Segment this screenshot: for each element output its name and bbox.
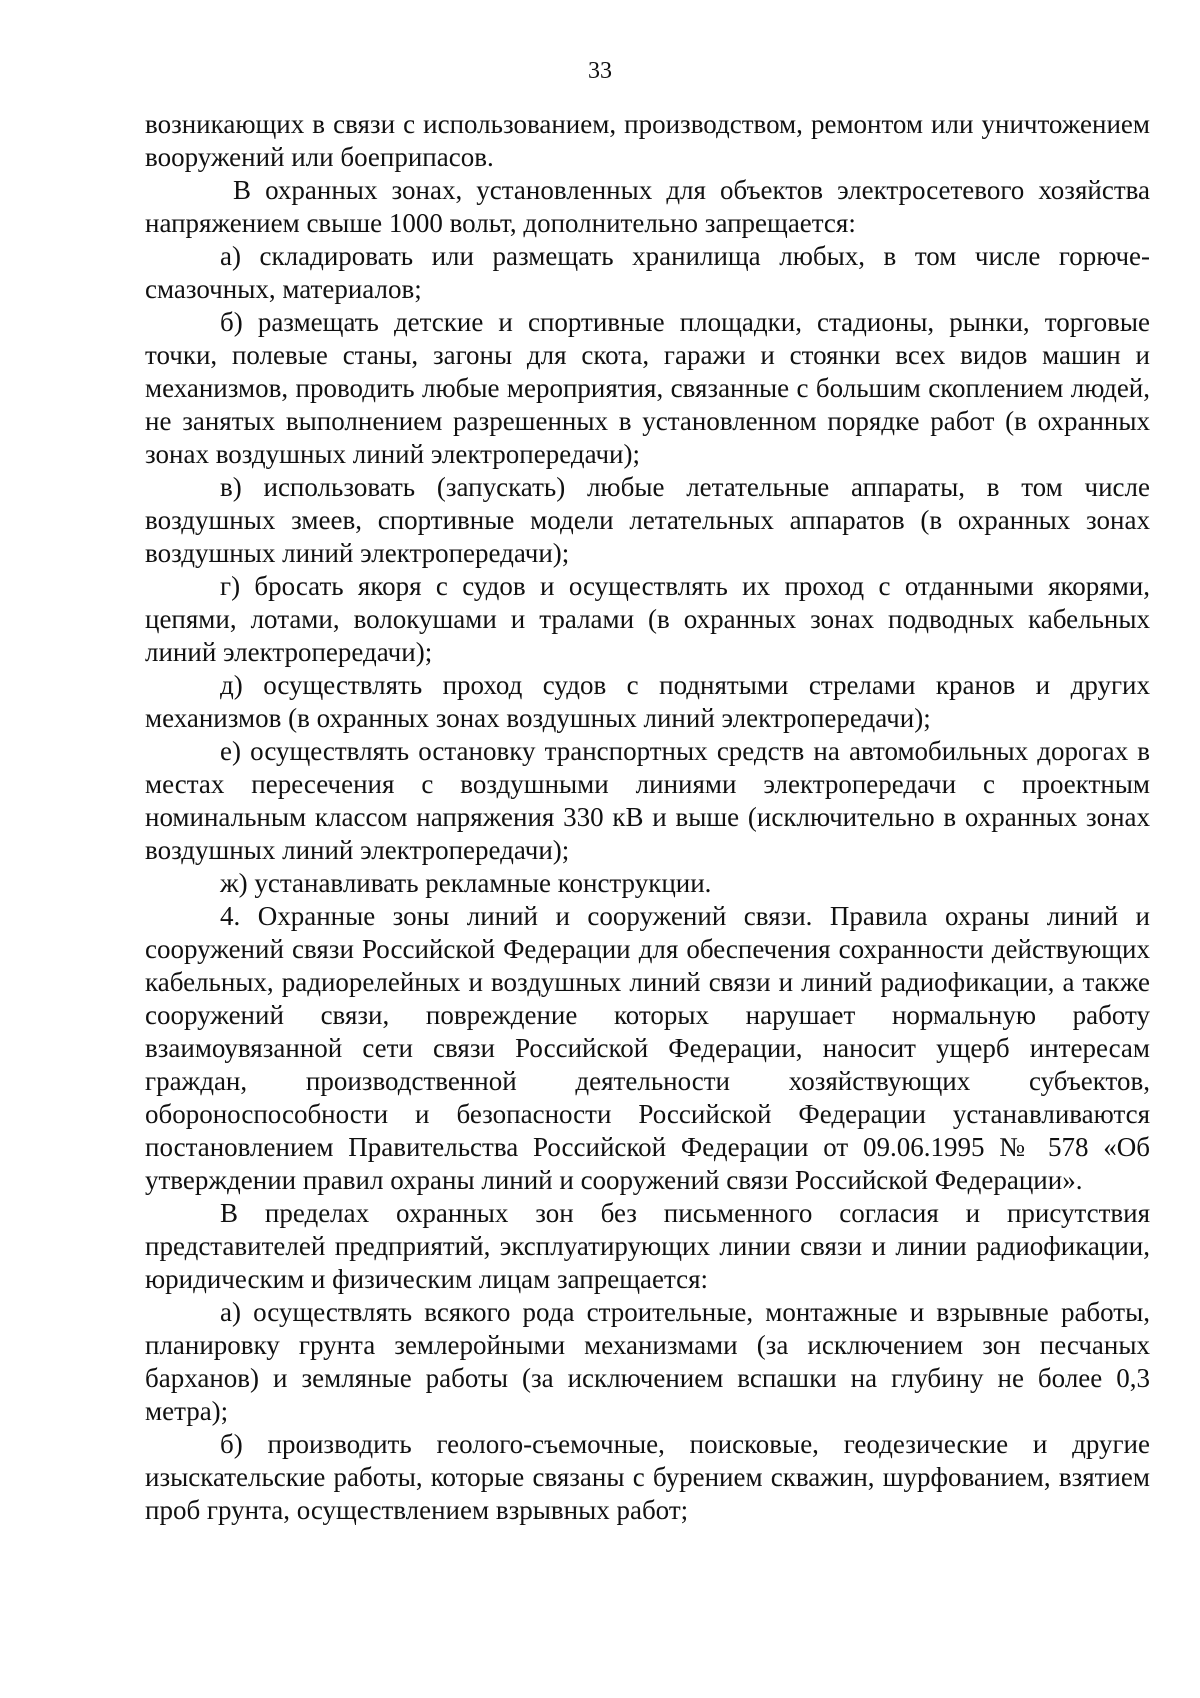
- list-item-g: г) бросать якоря с судов и осуществлять их проход с отданными якорями, цепями, лотами, волокушами и тралами (в охранных зонах подводных кабельных линий электропередачи);: [145, 571, 1150, 667]
- paragraph-continuation: возникающих в связи с использованием, производством, ремонтом или уничтожением вооружений или боеприпасов.: [145, 109, 1150, 172]
- list-item-zh: ж) устанавливать рекламные конструкции.: [220, 868, 712, 898]
- list-item-a-communication: а) осуществлять всякого рода строительные, монтажные и взрывные работы, планировку грунта землеройными механизмами (за исключением зон песчаных барханов) и земляные работы (за исключением вспашки на глубину не более 0,3 метра);: [145, 1297, 1150, 1426]
- list-item-b: б) размещать детские и спортивные площадки, стадионы, рынки, торговые точки, полевые станы, загоны для скота, гаражи и стоянки всех видов машин и механизмов, проводить любые мероприятия, связанные с большим скоплением людей, не занятых выполнением разрешенных в установленном порядке работ (в охранных зонах воздушных линий электропередачи);: [145, 307, 1150, 469]
- paragraph-communication-zones-intro: В пределах охранных зон без письменного согласия и присутствия представителей предприятий, эксплуатирующих линии связи и линии радиофикации, юридическим и физическим лицам запрещается:: [145, 1198, 1150, 1294]
- document-body: [145, 108, 1150, 1527]
- list-item-v: в) использовать (запускать) любые летательные аппараты, в том числе воздушных змеев, спортивные модели летательных аппаратов (в охранных зонах воздушных линий электропередачи);: [145, 472, 1150, 568]
- list-item-d: д) осуществлять проход судов с поднятыми стрелами кранов и других механизмов (в охранных зонах воздушных линий электропередачи);: [145, 670, 1150, 733]
- list-item-e: е) осуществлять остановку транспортных средств на автомобильных дорогах в местах пересечения с воздушными линиями электропередачи с проектным номинальным классом напряжения 330 кВ и выше (исключительно в охранных зонах воздушных линий электропередачи);: [145, 736, 1150, 865]
- paragraph-section-4: 4. Охранные зоны линий и сооружений связи. Правила охраны линий и сооружений связи Российской Федерации для обеспечения сохранности действующих кабельных, радиорелейных и воздушных линий связи и линий радиофикации, а также сооружений связи, повреждение которых нарушает нормальную работу взаимоувязанной сети связи Российской Федерации, наносит ущерб интересам граждан, производственной деятельности хозяйствующих субъектов, обороноспособности и безопасности Российской Федерации устанавливаются постановлением Правительства Российской Федерации от 09.06.1995 № 578 «Об утверждении правил охраны линий и сооружений связи Российской Федерации».: [145, 901, 1150, 1195]
- list-item-b-communication: б) производить геолого-съемочные, поисковые, геодезические и другие изыскательские работы, которые связаны с бурением скважин, шурфованием, взятием проб грунта, осуществлением взрывных работ;: [145, 1429, 1150, 1525]
- list-item-a: а) складировать или размещать хранилища любых, в том числе горюче-смазочных, материалов;: [145, 241, 1150, 304]
- page-number: 33: [588, 58, 612, 84]
- paragraph-power-zones-intro: В охранных зонах, установленных для объектов электросетевого хозяйства напряжением свыше 1000 вольт, дополнительно запрещается:: [145, 175, 1150, 238]
